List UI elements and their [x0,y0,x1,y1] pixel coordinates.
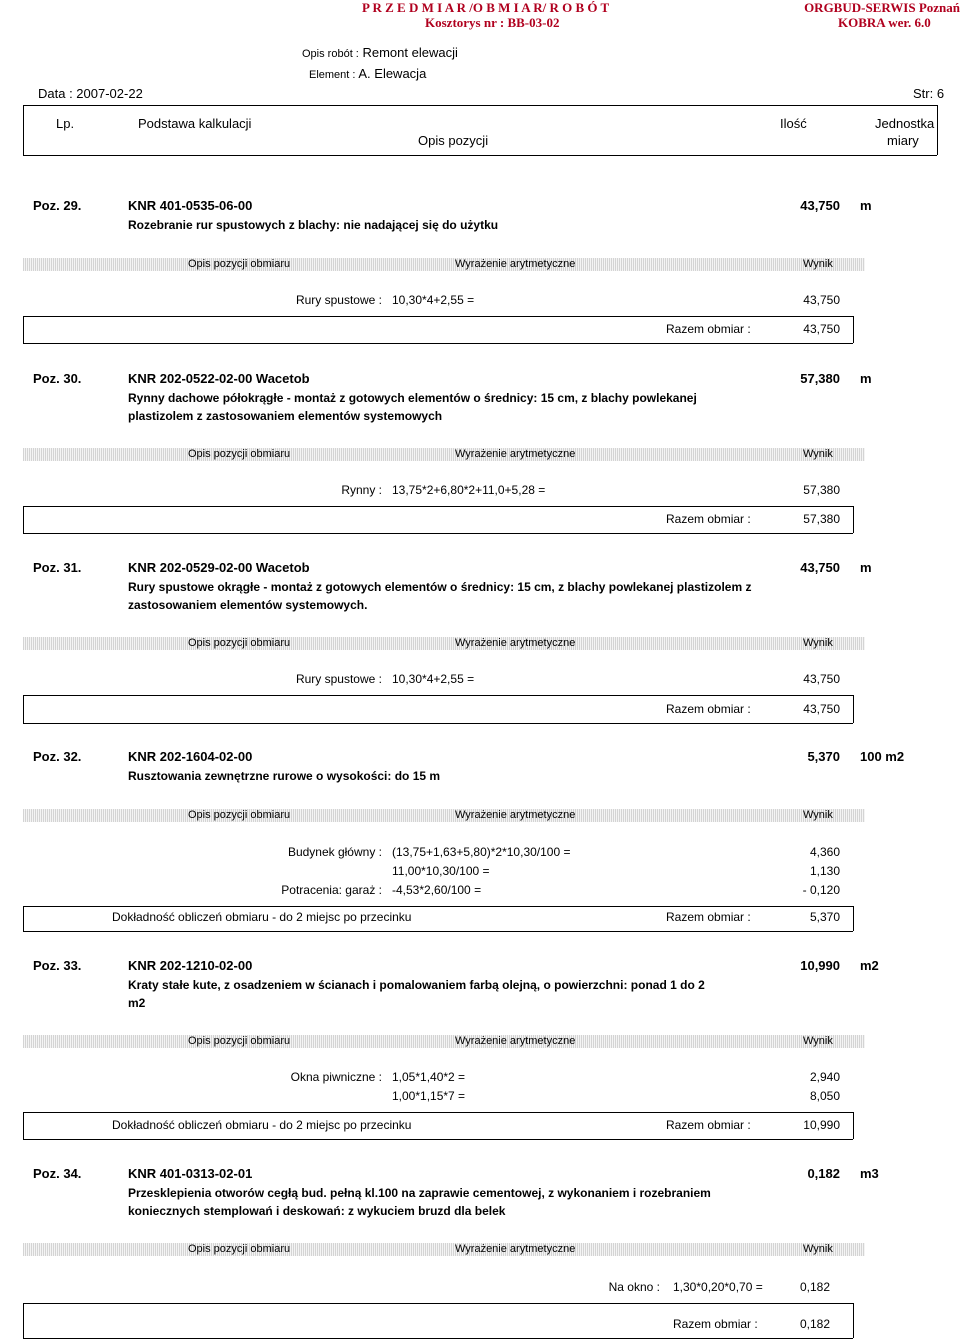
bar-opis: Opis pozycji obmiaru [188,258,291,270]
bracket-left [23,1112,24,1139]
position-description-cont: zastosowaniem elementów systemowych. [128,598,368,612]
element-description [309,66,426,81]
rows-divider [23,506,853,507]
measurement-label: Budynek główny : [287,845,382,859]
position-description: Przesklepienia otworów cegłą bud. pełną kl.100 na zaprawie cementowej, z wykonaniem i rozebraniem [128,1186,711,1200]
bar-opis: Opis pozycji obmiaru [188,448,291,460]
measurement-label: Rynny : [341,483,382,497]
measurement-expression: -4,53*2,60/100 = [392,883,482,897]
measurement-result: 8,050 [809,1089,840,1103]
bar-wynik: Wynik [803,448,833,460]
total-value: 0,182 [799,1317,830,1331]
bar-wyrazenie: Wyrażenie arytmetyczne [455,258,576,270]
company-name: ORGBUD-SERWIS Poznań [804,0,960,15]
position-unit: m [860,560,872,575]
rows-divider [23,906,853,907]
col-podstawa: Podstawa kalkulacji [138,116,252,131]
measurement-result: 1,130 [809,864,840,878]
measurement-header-bar [23,448,865,461]
col-jednostka: Jednostka [875,116,935,131]
measurement-expression: 1,00*1,15*7 = [392,1089,466,1103]
position-knr: KNR 202-0522-02-00 Wacetob [128,371,310,386]
position-unit: m3 [860,1166,879,1181]
measurement-expression: 13,75*2+6,80*2+11,0+5,28 = [392,483,546,497]
position-description: Rury spustowe okrągłe - montaż z gotowych elementów o średnicy: 15 cm, z blachy powlekanej plastizolem z [128,580,752,594]
element-label: Element : [309,69,356,81]
measurement-result: 0,182 [799,1280,830,1294]
position-number: Poz. 32. [33,749,82,764]
measurement-result: 43,750 [803,672,840,686]
bracket-right [853,695,854,723]
measurement-header-bar [23,809,865,822]
position-quantity: 0,182 [807,1166,840,1181]
col-lp: Lp. [56,116,75,131]
position-unit: 100 m2 [860,749,905,764]
position-quantity: 43,750 [800,560,840,575]
position-knr: KNR 202-1604-02-00 [128,749,253,764]
total-value: 43,750 [803,322,840,336]
measurement-header-bar [23,1243,865,1256]
position-description: Kraty stałe kute, z osadzeniem w ścianach i pomalowaniem farbą olejną, o powierzchni: ponad 1 do 2 [128,978,705,992]
total-value: 43,750 [803,702,840,716]
software-version: KOBRA wer. 6.0 [838,15,931,30]
total-label: Razem obmiar : [673,1317,758,1331]
position-unit: m2 [860,958,879,973]
total-label: Razem obmiar : [666,322,751,336]
position-knr: KNR 202-0529-02-00 Wacetob [128,560,310,575]
total-label: Razem obmiar : [666,702,751,716]
position-number: Poz. 31. [33,560,82,575]
element-value: A. Elewacja [358,66,427,81]
total-divider [23,533,853,534]
position-description: Rusztowania zewnętrzne rurowe o wysokości: do 15 m [128,769,441,783]
measurement-label: Okna piwniczne : [290,1070,382,1084]
position-description: Rynny dachowe półokrągłe - montaż z gotowych elementów o średnicy: 15 cm, z blachy powlekanej [128,391,697,405]
measurement-result: 57,380 [803,483,840,497]
bracket-left [23,1303,24,1338]
measurement-expression: (13,75+1,63+5,80)*2*10,30/100 = [392,845,571,859]
measurement-result: - 0,120 [802,883,840,897]
measurement-label: Na okno : [608,1280,660,1294]
bracket-right [853,906,854,931]
total-label: Razem obmiar : [666,910,751,924]
position-number: Poz. 34. [33,1166,82,1181]
document-title: P R Z E D M I A R /O B M I A R/ R O B Ó T [362,0,610,15]
page-number: Str: 6 [913,86,945,101]
bracket-left [23,695,24,723]
bar-opis: Opis pozycji obmiaru [188,1035,291,1047]
measurement-expression: 1,30*0,20*0,70 = [673,1280,763,1294]
bar-wynik: Wynik [803,809,833,821]
bar-opis: Opis pozycji obmiaru [188,809,291,821]
estimate-number: Kosztorys nr : BB-03-02 [425,15,560,30]
measurement-header-bar [23,637,865,650]
total-label: Razem obmiar : [666,512,751,526]
position-quantity: 5,370 [807,749,840,764]
bar-opis: Opis pozycji obmiaru [188,1243,291,1255]
position-description-cont: plastizolem z zastosowaniem elementów systemowych [128,409,443,423]
bar-wyrazenie: Wyrażenie arytmetyczne [455,637,576,649]
precision-note: Dokładność obliczeń obmiaru - do 2 miejsc po przecinku [112,910,412,924]
position-number: Poz. 33. [33,958,82,973]
measurement-result: 4,360 [809,845,840,859]
position-knr: KNR 401-0535-06-00 [128,198,253,213]
position-description: Rozebranie rur spustowych z blachy: nie nadającej się do użytku [128,218,499,232]
position-knr: KNR 401-0313-02-01 [128,1166,253,1181]
total-label: Razem obmiar : [666,1118,751,1132]
total-value: 10,990 [803,1118,840,1132]
bracket-right [853,506,854,533]
position-unit: m [860,371,872,386]
bracket-left [23,906,24,931]
bar-wyrazenie: Wyrażenie arytmetyczne [455,448,576,460]
bracket-right [853,1112,854,1139]
rows-divider [23,316,853,317]
measurement-result: 2,940 [809,1070,840,1084]
position-quantity: 57,380 [800,371,840,386]
document-date: Data : 2007-02-22 [38,86,143,101]
col-miary: miary [887,133,919,148]
position-description-cont: m2 [128,996,146,1010]
col-ilosc: Ilość [780,116,807,131]
position-unit: m [860,198,872,213]
total-divider [23,723,853,724]
works-label: Opis robót : [302,48,359,60]
measurement-expression: 10,30*4+2,55 = [392,293,475,307]
bar-wyrazenie: Wyrażenie arytmetyczne [455,809,576,821]
total-divider [23,1139,853,1140]
measurement-header-bar [23,258,865,271]
rows-divider [23,1112,853,1113]
bar-wynik: Wynik [803,258,833,270]
rows-divider [23,1303,853,1304]
measurement-expression: 10,30*4+2,55 = [392,672,475,686]
measurement-label: Rury spustowe : [295,293,382,307]
works-description [302,45,458,60]
measurement-expression: 11,00*10,30/100 = [392,864,490,878]
works-value: Remont elewacji [362,45,458,60]
total-divider [23,343,853,344]
bracket-right [853,316,854,343]
bracket-left [23,506,24,533]
measurement-expression: 1,05*1,40*2 = [392,1070,466,1084]
measurement-label: Potracenia: garaż : [281,883,382,897]
position-number: Poz. 29. [33,198,82,213]
total-value: 5,370 [809,910,840,924]
bracket-left [23,316,24,343]
precision-note: Dokładność obliczeń obmiaru - do 2 miejsc po przecinku [112,1118,412,1132]
position-description-cont: koniecznych stemplowań i deskowań: z wykuciem bruzd dla belek [128,1204,506,1218]
position-number: Poz. 30. [33,371,82,386]
position-knr: KNR 202-1210-02-00 [128,958,253,973]
col-opis: Opis pozycji [418,133,489,148]
bracket-right [853,1303,854,1338]
measurement-result: 43,750 [803,293,840,307]
position-quantity: 10,990 [800,958,840,973]
position-quantity: 43,750 [800,198,840,213]
total-value: 57,380 [803,512,840,526]
bar-opis: Opis pozycji obmiaru [188,637,291,649]
bar-wyrazenie: Wyrażenie arytmetyczne [455,1035,576,1047]
measurement-header-bar [23,1035,865,1048]
measurement-label: Rury spustowe : [295,672,382,686]
bar-wynik: Wynik [803,1035,833,1047]
rows-divider [23,695,853,696]
bar-wynik: Wynik [803,1243,833,1255]
total-divider [23,931,853,932]
bar-wynik: Wynik [803,637,833,649]
bar-wyrazenie: Wyrażenie arytmetyczne [455,1243,576,1255]
